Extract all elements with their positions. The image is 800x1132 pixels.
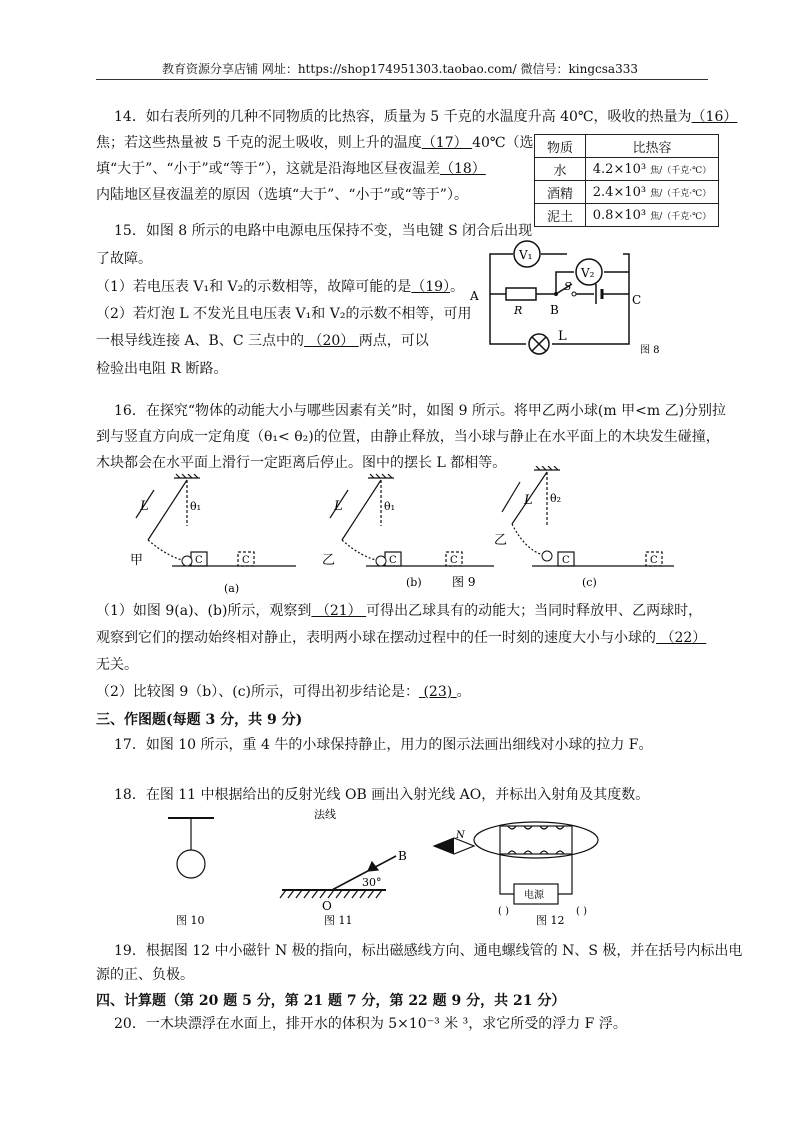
q16-part2 bbox=[96, 683, 471, 701]
block-label: C bbox=[242, 555, 250, 566]
q16-part1-line-2 bbox=[96, 629, 706, 647]
subfig-label: (b) bbox=[406, 576, 422, 589]
table-row bbox=[535, 158, 719, 181]
ball-icon bbox=[182, 556, 192, 566]
value: 0.8×10³ bbox=[592, 207, 647, 223]
q18-text: 18．在图 11 中根据给出的反射光线 OB 画出入射光线 AO，并标出入射角及其度数。 bbox=[114, 787, 650, 803]
q14-text-2b: 40℃（选 bbox=[472, 135, 534, 151]
label-length: L bbox=[334, 499, 343, 514]
figure-10 bbox=[168, 818, 214, 878]
block-label: C bbox=[562, 555, 570, 566]
table-cell: 酒精 bbox=[535, 181, 586, 204]
block-label: C bbox=[195, 555, 203, 566]
label-l: L bbox=[558, 329, 567, 344]
blank-20: （20） bbox=[304, 333, 359, 349]
theta-label: θ₂ bbox=[550, 492, 562, 505]
q15-text-3: （1）若电压表 V₁和 V₂的示数相等，故障可能的是 bbox=[96, 279, 412, 295]
section-3-title: 三、作图题(每题 3 分，共 9 分) bbox=[96, 712, 303, 728]
unit: 焦/（千克·℃） bbox=[650, 165, 712, 176]
q14-line-4: 内陆地区昼夜温差的原因（选填“大于”、“小于”或“等于”）。 bbox=[96, 187, 468, 203]
header-rule bbox=[96, 79, 708, 80]
q15-line-6: 检验出电阻 R 断路。 bbox=[96, 361, 228, 377]
blank-17: （17） bbox=[421, 135, 473, 151]
q16-line-1: 16．在探究“物体的动能大小与哪些因素有关”时，如图 9 所示。将甲乙两小球(m 甲<m 乙)分别拉 bbox=[114, 403, 727, 419]
q14-line-1 bbox=[114, 108, 737, 126]
q16-part1-line-3: 无关。 bbox=[96, 657, 138, 673]
compass-needle-icon bbox=[434, 838, 454, 854]
theta-label: θ₁ bbox=[190, 500, 202, 513]
unit: 焦/（千克·℃） bbox=[650, 188, 712, 199]
figure-8-circuit bbox=[464, 232, 684, 362]
q17-text: 17．如图 10 所示，重 4 牛的小球保持静止，用力的图示法画出细线对小球的拉力 F。 bbox=[114, 737, 653, 753]
ball-label: 甲 bbox=[130, 553, 144, 568]
table-cell bbox=[586, 181, 719, 204]
table-cell: 水 bbox=[535, 158, 586, 181]
figure-11-caption: 图 11 bbox=[324, 914, 353, 927]
section-4-title: 四、计算题（第 20 题 5 分，第 21 题 7 分，第 22 题 9 分，共 21 分） bbox=[96, 993, 566, 1009]
q15-line-4: （2）若灯泡 L 不发光且电压表 V₁和 V₂的示数不相等，可用 bbox=[96, 306, 472, 322]
q16-text: 观察到它们的摆动始终相对静止，表明两小球在摆动过程中的任一时刻的速度大小与小球的 bbox=[96, 630, 656, 646]
q16-text: 。 bbox=[456, 684, 471, 700]
q16-line-3: 木块都会在水平面上滑行一定距离后停止。图中的摆长 L 都相等。 bbox=[96, 455, 507, 471]
subfig-label: (a) bbox=[224, 582, 240, 595]
q14-line-3 bbox=[96, 160, 486, 178]
ball-icon bbox=[542, 551, 552, 561]
q15-line-3 bbox=[96, 278, 464, 296]
block-label: C bbox=[389, 555, 397, 566]
power-source-label: 电源 bbox=[524, 890, 544, 901]
q19-line-2: 源的正、负极。 bbox=[96, 967, 194, 983]
q16-line-2: 到与竖直方向成一定角度（θ₁< θ₂)的位置，由静止释放，当小球与静止在水平面上的木块发生碰撞， bbox=[96, 429, 720, 445]
ball-icon bbox=[376, 556, 386, 566]
label-a: A bbox=[470, 289, 479, 303]
table-header-substance: 物质 bbox=[535, 135, 586, 158]
figure-9-caption: 图 9 bbox=[452, 575, 476, 589]
blank-16: （16） bbox=[691, 109, 738, 125]
subfig-label: (c) bbox=[582, 576, 597, 589]
left-bracket-label: ( ) bbox=[498, 906, 509, 917]
label-s: S bbox=[564, 280, 572, 293]
blank-19: （19） bbox=[411, 279, 451, 295]
table-row bbox=[535, 181, 719, 204]
figure-9-pendulums bbox=[114, 466, 704, 598]
label-length: L bbox=[140, 499, 149, 514]
blank-23: (23) bbox=[419, 684, 457, 700]
angle-label: 30° bbox=[362, 876, 382, 889]
block-label: C bbox=[650, 555, 658, 566]
specific-heat-table bbox=[534, 134, 719, 227]
q14-text-1: 14．如右表所列的几种不同物质的比热容，质量为 5 千克的水温度升高 40℃，吸收的热量为 bbox=[114, 109, 692, 125]
label-c: C bbox=[632, 293, 642, 307]
blank-22: （22） bbox=[656, 630, 707, 646]
q14-text-2: 焦；若这些热量被 5 千克的泥土吸收，则上升的温度 bbox=[96, 135, 422, 151]
q15-text-5: 一根导线连接 A、B、C 三点中的 bbox=[96, 333, 305, 349]
needle-n-label: N bbox=[456, 830, 465, 841]
q14-text-3: 填“大于”、“小于”或“等于”），这就是沿海地区昼夜温差 bbox=[96, 161, 440, 177]
blank-18: （18） bbox=[439, 161, 486, 177]
table-cell bbox=[586, 158, 719, 181]
q15-text-5b: 两点，可以 bbox=[358, 333, 429, 349]
ball-label: 乙 bbox=[322, 553, 336, 568]
right-bracket-label: ( ) bbox=[576, 906, 587, 917]
table-row bbox=[535, 204, 719, 227]
label-v1: V₁ bbox=[519, 248, 533, 262]
blank-21: （21） bbox=[311, 603, 367, 619]
value: 2.4×10³ bbox=[592, 184, 647, 200]
q16-text: （1）如图 9(a)、(b)所示，观察到 bbox=[96, 603, 312, 619]
theta-label: θ₁ bbox=[384, 500, 396, 513]
q16-text: （2）比较图 9（b）、(c)所示，可得出初步结论是： bbox=[96, 684, 419, 700]
label-r: R bbox=[514, 304, 523, 317]
q20-text: 20．一木块漂浮在水面上，排开水的体积为 5×10⁻³ 米 ³，求它所受的浮力 F 浮。 bbox=[114, 1016, 627, 1032]
q15-line-5 bbox=[96, 332, 429, 350]
block-label: C bbox=[450, 555, 458, 566]
figures-10-11-12 bbox=[96, 804, 706, 932]
label-b: B bbox=[550, 303, 559, 317]
normal-label: 法线 bbox=[314, 808, 336, 821]
q15-line-2: 了故障。 bbox=[96, 251, 152, 267]
q14-line-2 bbox=[96, 134, 534, 152]
unit: 焦/（千克·℃） bbox=[650, 211, 712, 222]
figure-12-caption: 图 12 bbox=[536, 914, 565, 927]
label-o: O bbox=[322, 899, 332, 913]
q15-text-3b: 。 bbox=[450, 279, 465, 295]
figure-10-caption: 图 10 bbox=[176, 914, 205, 927]
label-v2: V₂ bbox=[581, 266, 595, 280]
page-header: 教育资源分享店铺 网址：https://shop174951303.taobao.com/ 微信号：kingcsa333 bbox=[162, 62, 638, 76]
q16-part1-line-1 bbox=[96, 602, 702, 620]
q19-line-1: 19．根据图 12 中小磁针 N 极的指向，标出磁感线方向、通电螺线管的 N、S 极，并在括号内标出电 bbox=[114, 943, 743, 959]
table-cell: 泥土 bbox=[535, 204, 586, 227]
ball-label: 乙 bbox=[494, 533, 508, 548]
q16-text: 可得出乙球具有的动能大；当同时释放甲、乙两球时， bbox=[366, 603, 703, 619]
table-cell bbox=[586, 204, 719, 227]
q15-line-1: 15．如图 8 所示的电路中电源电压保持不变，当电键 S 闭合后出现 bbox=[114, 223, 533, 239]
figure-8-caption: 图 8 bbox=[640, 345, 660, 356]
label-b: B bbox=[398, 849, 407, 863]
table-header-heat: 比热容 bbox=[586, 135, 719, 158]
value: 4.2×10³ bbox=[592, 161, 647, 177]
label-length: L bbox=[524, 493, 533, 508]
